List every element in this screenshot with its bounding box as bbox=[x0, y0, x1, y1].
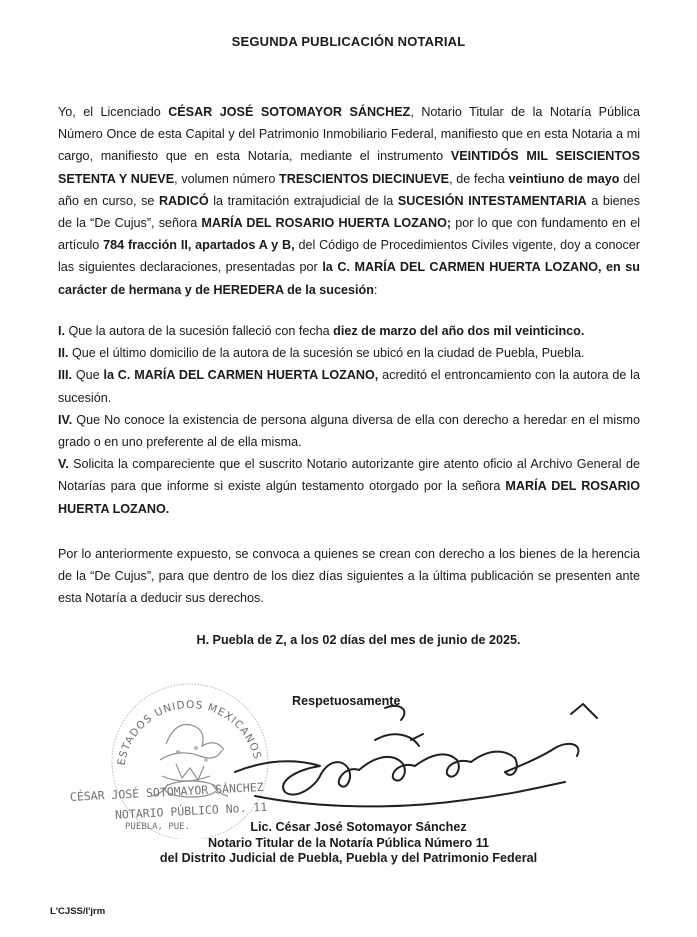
text-run: I. bbox=[58, 324, 65, 338]
stamp-name: CÉSAR JOSÉ SOTOMAYOR SÁNCHEZ bbox=[69, 779, 264, 804]
declarations-list bbox=[58, 320, 640, 520]
text-run: V. bbox=[58, 457, 69, 472]
text-run: acreditó el entroncamiento con la autora de la sucesión. bbox=[58, 368, 640, 405]
stamp-notary: NOTARIO PÚBLICO No. 11 bbox=[114, 799, 268, 822]
signer-name: Lic. César José Sotomayor Sánchez bbox=[250, 820, 467, 834]
text-run: la C. MARÍA DEL CARMEN HUERTA LOZANO, bbox=[103, 368, 379, 383]
text-run: , de fecha bbox=[449, 171, 509, 186]
signer-title: Notario Titular de la Notaría Pública Número 11 bbox=[207, 835, 490, 850]
seal-text: ESTADOS UNIDOS MEXICANOS bbox=[115, 698, 264, 767]
text-run: II. bbox=[58, 346, 69, 361]
place-date: H. Puebla de Z, a los 02 días del mes de junio de 2025. bbox=[196, 633, 521, 647]
text-run: Solicita la compareciente que el suscrito Notario autorizante gire atento oficio al Archivo General de Notarías para que informe si existe algún testamento otorgado por la señora bbox=[58, 457, 640, 494]
intro-paragraph bbox=[58, 101, 640, 301]
text-run: 784 fracción II, apartados A y B, bbox=[103, 238, 295, 253]
reference-initials: L'CJSS/l'jrm bbox=[50, 906, 106, 917]
text-run: VEINTIDÓS MIL SEISCIENTOS SETENTA Y NUEVE bbox=[58, 149, 641, 186]
text-run: a bienes de la “De Cujus”, señora bbox=[58, 193, 640, 231]
text-run: Que la autora de la sucesión falleció con fecha bbox=[65, 324, 334, 338]
declaration-item bbox=[58, 409, 640, 453]
text-run: CÉSAR JOSÉ SOTOMAYOR SÁNCHEZ bbox=[168, 105, 411, 119]
text-run: TRESCIENTOS DIECINUEVE bbox=[279, 171, 450, 186]
text-run: , Notario Titular de la Notaría Pública Número Once de esta Capital y del Patrimonio Inmobiliario Federal, manifiesto que en esta Notaria a mi cargo, manifiesto que en esta Notaría, mediante el instrumento bbox=[58, 105, 640, 164]
text-run: RADICÓ bbox=[158, 193, 209, 208]
text-run: : bbox=[373, 282, 378, 297]
farewell-text: Respetuosamente bbox=[292, 694, 401, 708]
stamp-city: PUEBLA, PUE. bbox=[125, 822, 191, 832]
declaration-item bbox=[58, 342, 640, 364]
text-run: veintiuno de mayo bbox=[508, 171, 620, 186]
text-run: por lo que con fundamento en el artículo bbox=[58, 216, 641, 253]
text-run: del año en curso, se bbox=[58, 171, 640, 208]
handwritten-signature bbox=[225, 700, 625, 820]
text-run: diez de marzo del año dos mil veinticinco. bbox=[333, 324, 585, 338]
text-run: Que No conoce la existencia de persona alguna diversa de ella con derecho a heredar en el mismo grado o en uno preferente al de ella misma. bbox=[58, 412, 640, 450]
declaration-item bbox=[58, 364, 640, 408]
document-title: SEGUNDA PUBLICACIÓN NOTARIAL bbox=[231, 34, 466, 49]
text-run: MARÍA DEL ROSARIO HUERTA LOZANO. bbox=[58, 479, 640, 516]
signer-jurisdiction: del Distrito Judicial de Puebla, Puebla y del Patrimonio Federal bbox=[159, 851, 538, 865]
signer-block bbox=[0, 820, 697, 867]
text-run: IV. bbox=[58, 412, 73, 427]
text-run: la tramitación extrajudicial de la bbox=[208, 193, 398, 208]
declaration-item bbox=[58, 453, 640, 520]
text-run: MARÍA DEL ROSARIO HUERTA LOZANO; bbox=[201, 216, 452, 231]
text-run: del Código de Procedimientos Civiles vigente, doy a conocer las siguientes declaraciones, presentadas por bbox=[58, 238, 640, 275]
text-run: Que bbox=[72, 368, 104, 383]
text-run: SUCESIÓN INTESTAMENTARIA bbox=[397, 193, 587, 208]
declaration-item bbox=[58, 320, 640, 342]
text-run: III. bbox=[58, 368, 72, 383]
text-run: la C. MARÍA DEL CARMEN HUERTA LOZANO, en su carácter de hermana y de HEREDERA de la sucesión bbox=[58, 260, 640, 297]
text-run: Yo, el Licenciado bbox=[58, 105, 169, 119]
text-run: , volumen número bbox=[174, 171, 280, 186]
text-run: Que el último domicilio de la autora de la sucesión se ubicó en la ciudad de Puebla, Puebla. bbox=[68, 346, 585, 361]
closing-paragraph: Por lo anteriormente expuesto, se convoca a quienes se crean con derecho a los bienes de la herencia de la “De Cujus”, para que dentro de los diez días siguientes a la última publicación se presenten ante esta Notaría a deducir sus derechos. bbox=[58, 547, 640, 606]
